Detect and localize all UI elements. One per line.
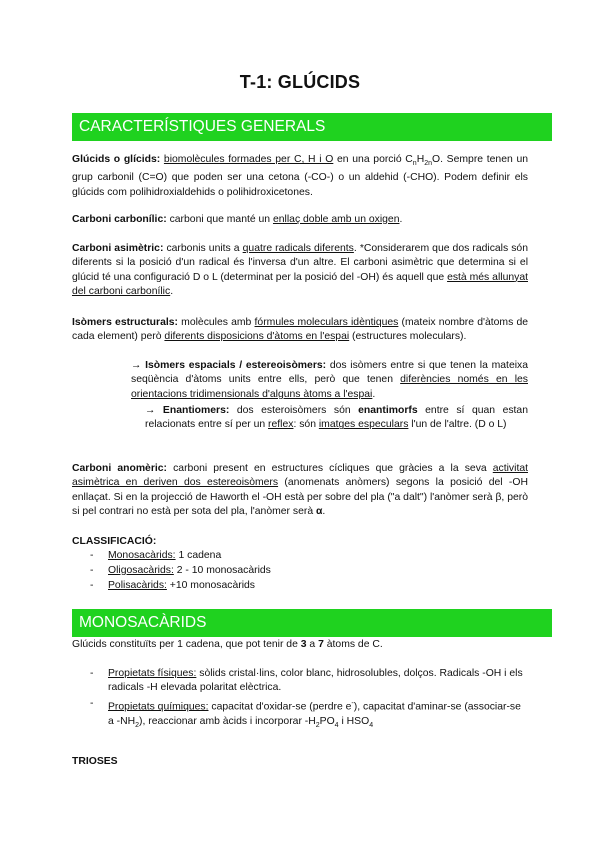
paragraph-monosacarids-intro (72, 638, 528, 652)
paragraph-carboni-carbonilic (72, 213, 528, 227)
text: l'un de l'altre. (D o L) (408, 419, 507, 431)
heading-text: CLASSIFICACIÓ: (72, 536, 157, 547)
text: 2 - 10 monosacàrids (173, 565, 271, 576)
text: ), capacitat d'aminar-se (associar-se a -NH (108, 701, 521, 727)
underline-text: Propietats químiques: (108, 701, 209, 713)
text: ), reaccionar amb àcids i incorporar -H (139, 715, 316, 727)
text: (mateix nombre d'àtoms de cada element) però (72, 317, 528, 343)
underline-text: Oligosacàrids: (108, 565, 174, 576)
text: : són (293, 419, 319, 431)
text: +10 monosacàrids (166, 580, 255, 591)
underline-text: Polisacàrids: (108, 580, 167, 591)
subheading-trioses (72, 755, 528, 769)
underline-text: diferents disposicions d'àtoms en l'espai (164, 331, 350, 343)
underline-text: reflex (268, 419, 294, 431)
text: carbonis units a (163, 243, 243, 254)
text: dos isòmers entre si que tenen la mateixa seqüència d'àtoms units entre ells, però que tenen (131, 360, 529, 386)
arrow-icon: → (131, 360, 146, 371)
text: (anomenats anòmers) segons la posició del -OH enllaçat. Si en la projecció de Haworth el -OH està per sobre del pla ("a dalt") l'anòmer serà β, però si pel contrari no està per sota del pla, l'anòmer serà (72, 477, 529, 518)
underline-text: Propietats físiques: (108, 668, 197, 679)
subscript: 2n (424, 160, 433, 168)
term-carboni-anomeric: Carboni anomèric: (72, 463, 168, 474)
paragraph-isomers-estructurals (72, 316, 528, 345)
paragraph-carboni-asimetric (72, 242, 528, 300)
bold-text: α (315, 506, 323, 518)
list-bullet: - (90, 565, 94, 576)
term-isomers-estructurals: Isòmers estructurals: (72, 317, 178, 328)
heading-text: TRIOSES (72, 756, 118, 767)
paragraph-glucids (72, 153, 528, 200)
list-bullet: - (90, 668, 94, 679)
list-item-propietats-fisiques (108, 667, 528, 696)
text: (estructures moleculars). (349, 331, 467, 343)
list-bullet: - (90, 698, 94, 709)
term-glucids: Glúcids o glícids: (72, 154, 161, 165)
text: a (306, 639, 319, 650)
list-item-oligosacarids (108, 564, 528, 578)
text: molècules amb (177, 317, 255, 328)
text: entre sí quan estan relacionats entre sí per un (145, 405, 528, 431)
underline-text: biomolècules formades per C, H i O (163, 154, 334, 165)
term-carboni-asimetric: Carboni asimètric: (72, 243, 164, 254)
text: . *Considerarem que dos radicals són diferents si la posició d'un radical és l'inversa d'un altre. El carboni asimètric que determina si el glúcid té una configuració D o L (determinat per la posició del -OH) és aquell que (72, 243, 528, 283)
section-heading-monosacarids: MONOSACÀRIDS (72, 609, 552, 637)
list-item-propietats-quimiques (108, 697, 528, 733)
classification-heading (72, 535, 528, 549)
paragraph-carboni-anomeric (72, 462, 528, 520)
text: dos esteroisòmers són (229, 405, 359, 416)
text: Glúcids constituïts per 1 cadena, que pot tenir de (72, 639, 301, 650)
text: O. Sempre tenen un grup carbonil (C=O) que poden ser una cetona (-CO-) o un aldehid (-CHO). Podem definir els glúcids com polihidroxialdehids o polihidroxicetones. (72, 154, 528, 198)
paragraph-estereoisomers (131, 359, 528, 402)
superscript: - (351, 700, 354, 707)
section-heading-caracteristiques: CARACTERÍSTIQUES GENERALS (72, 113, 552, 141)
paragraph-enantiomers (145, 404, 528, 433)
subscript: 4 (369, 721, 374, 729)
text: . (399, 214, 403, 225)
bold-text: 7 (318, 639, 324, 650)
underline-text: imatges especulars (318, 419, 409, 431)
term-carboni-carbonilic: Carboni carbonílic: (72, 214, 167, 225)
underline-text: enllaç doble amb un oxigen (272, 214, 400, 225)
text: àtoms de C. (323, 639, 383, 650)
arrow-icon: → (145, 405, 163, 416)
text: i HSO (338, 715, 370, 727)
underline-text: està més allunyat del carboni carbonílic (72, 271, 528, 298)
underline-text: diferències només en les orientacions tridimensionals d'alguns àtoms a l'espai (131, 374, 528, 400)
subscript: 2 (135, 721, 140, 729)
text: en una porció C (333, 154, 413, 165)
list-item-monosacarids (108, 549, 528, 563)
underline-text: activitat asimètrica en deriven dos estereoisòmers (72, 463, 528, 489)
text: . (170, 286, 174, 298)
text: . (372, 388, 376, 400)
list-bullet: - (90, 550, 94, 561)
subscript: 2 (315, 721, 320, 729)
list-item-polisacarids (108, 579, 528, 593)
bold-text: enantimorfs (358, 405, 418, 416)
text: 1 cadena (175, 550, 222, 561)
text: carboni present en estructures cícliques que gràcies a la seva (167, 463, 493, 474)
underline-text: quatre radicals diferents (242, 243, 354, 254)
underline-text: Monosacàrids: (108, 550, 176, 561)
bold-text: 3 (300, 639, 307, 650)
text: capacitat d'oxidar-se (perdre e (208, 701, 352, 713)
text: carboni que manté un (166, 214, 273, 225)
text: . (322, 506, 326, 518)
text: H (416, 154, 425, 165)
underline-text: fórmules moleculars idèntiques (254, 317, 399, 328)
subscript: 4 (334, 721, 339, 729)
term-enantiomers: Enantiomers: (162, 405, 230, 416)
term-estereoisomers: Isòmers espacials / estereoisòmers: (145, 360, 327, 371)
text: PO (319, 715, 335, 727)
page-title: T-1: GLÚCIDS (239, 72, 361, 92)
list-bullet: - (90, 580, 94, 591)
subscript: n (412, 160, 417, 168)
text: sòlids cristal·lins, color blanc, hidrosolubles, dolços. Radicals -OH i els radicals -H elevada polaritat elèctrica. (108, 668, 523, 694)
